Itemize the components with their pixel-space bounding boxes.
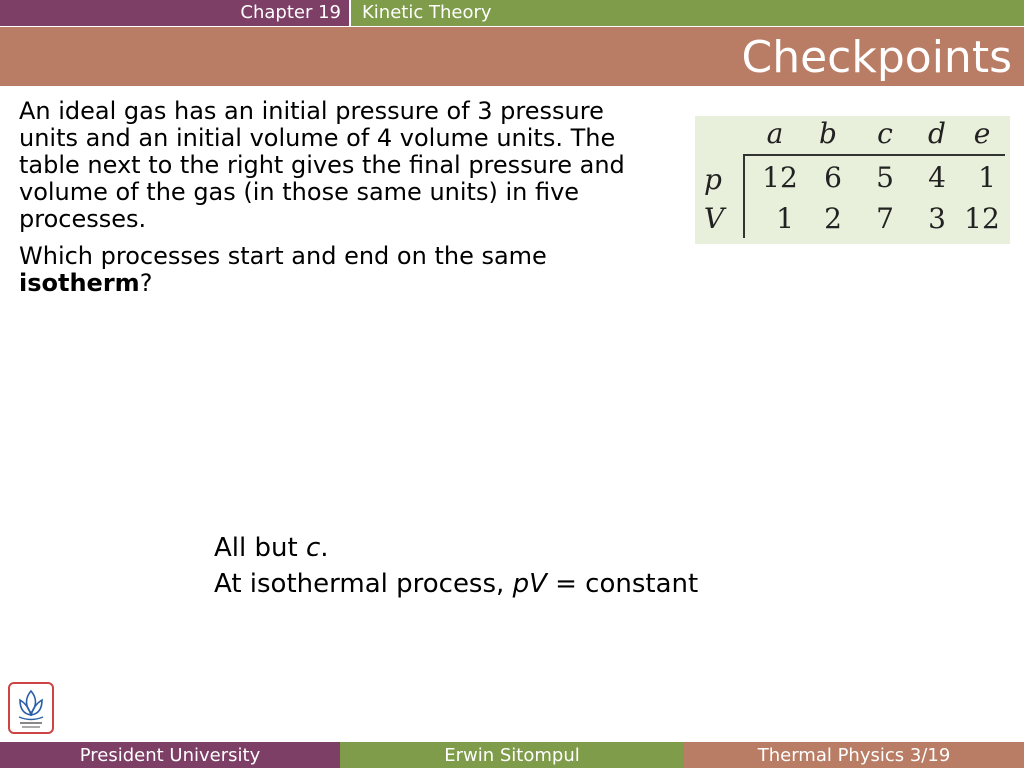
footer-author: Erwin Sitompul <box>340 742 684 768</box>
answer-text: At isothermal process, <box>214 569 513 599</box>
answer-italic: c <box>305 533 321 563</box>
question-paragraph <box>19 243 669 297</box>
table-cell: 2 <box>824 202 842 235</box>
footer-institution: President University <box>0 742 340 768</box>
process-table <box>695 116 1010 244</box>
answer-line-1 <box>214 530 698 566</box>
chapter-section <box>0 0 349 26</box>
problem-paragraph: An ideal gas has an initial pressure of 3 pressure units and an initial volume of 4 volume units. The table next to the right gives the final pressure and volume of the gas (in those same units) in five processes. <box>19 97 625 233</box>
question-suffix: ? <box>139 269 153 297</box>
table-col-header: b <box>819 117 837 150</box>
footer-course-page: Thermal Physics 3/19 <box>684 742 1024 768</box>
topic-section <box>351 0 1024 26</box>
slide-title: Checkpoints <box>741 32 1012 83</box>
answer-text: . <box>320 533 329 563</box>
topic-label: Kinetic Theory <box>362 2 492 23</box>
header-bar <box>0 0 1024 26</box>
table-col-header: d <box>928 117 946 150</box>
table-cell: 6 <box>824 161 842 194</box>
table-cell: 1 <box>776 202 794 235</box>
table-cell: 12 <box>762 161 798 194</box>
table-col-header: a <box>766 117 784 150</box>
answer-text: = constant <box>546 569 699 599</box>
answer-text: All but <box>214 533 306 563</box>
answer-block <box>214 530 698 602</box>
slide-body <box>19 98 669 307</box>
table-cell: 4 <box>928 161 946 194</box>
answer-line-2 <box>214 566 698 602</box>
table-row-label-v: V <box>703 202 725 235</box>
table-cell: 7 <box>876 202 894 235</box>
table-col-header: e <box>973 117 991 150</box>
table-horizontal-rule <box>743 154 1005 156</box>
title-band <box>0 27 1024 86</box>
table-cell: 12 <box>964 202 1000 235</box>
question-prefix: Which processes start and end on the same <box>19 242 547 270</box>
table-cell: 1 <box>978 161 996 194</box>
question-bold-term: isotherm <box>19 269 140 297</box>
university-logo-icon <box>8 682 54 734</box>
table-vertical-rule <box>743 154 745 238</box>
table-row-label-p: p <box>704 163 722 196</box>
footer-bar <box>0 742 1024 768</box>
table-cell: 3 <box>928 202 946 235</box>
chapter-label: Chapter 19 <box>240 2 341 23</box>
table-col-header: c <box>877 117 893 150</box>
table-cell: 5 <box>876 161 894 194</box>
answer-italic: pV <box>512 569 547 599</box>
